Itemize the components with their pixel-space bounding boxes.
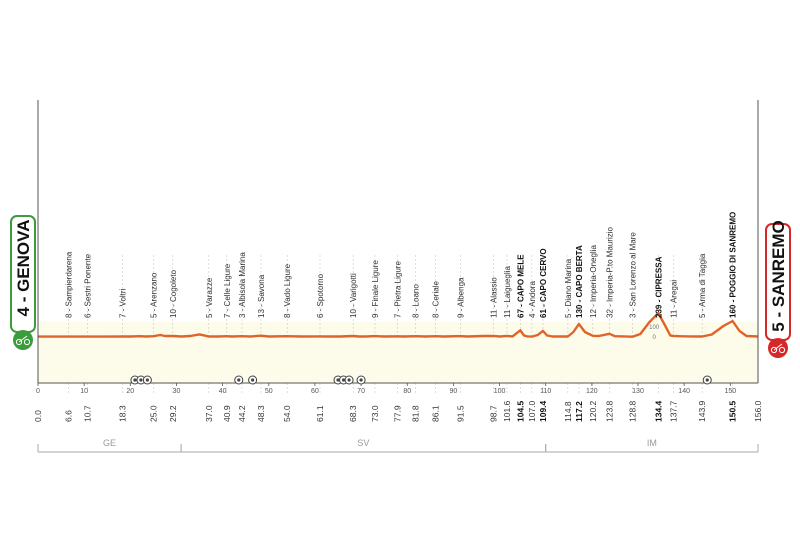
waypoint-label: 10 - Cogoleto bbox=[168, 269, 178, 318]
x-tick-label: 100 bbox=[493, 388, 506, 395]
waypoint-label: 11 - Aregai bbox=[669, 279, 679, 318]
x-tick-label: 20 bbox=[126, 388, 135, 395]
x-tick-label: 40 bbox=[218, 388, 227, 395]
bike-marker-dot bbox=[251, 378, 254, 381]
waypoint-label: 13 - Savona bbox=[256, 274, 266, 318]
region-label: SV bbox=[357, 438, 370, 448]
waypoint-km-label: 6.6 bbox=[63, 410, 74, 422]
x-tick-label: 110 bbox=[540, 388, 552, 395]
start-badge bbox=[11, 216, 35, 350]
x-tick-label: 0 bbox=[36, 388, 40, 395]
waypoint-label: 9 - Finale Ligure bbox=[370, 260, 380, 318]
waypoint-km-label: 123.8 bbox=[604, 400, 615, 422]
waypoint-label: 8 - Sampierdarena bbox=[64, 251, 74, 318]
waypoint-km-label: 61.1 bbox=[315, 405, 325, 422]
waypoint-km-label: 143.9 bbox=[697, 400, 708, 422]
x-tick-label: 90 bbox=[449, 388, 458, 395]
waypoint-label: 11 - Laigueglia bbox=[502, 266, 512, 318]
waypoint-label: 10 - Varigotti bbox=[349, 273, 359, 318]
start-city-label: 4 - GENOVA bbox=[14, 219, 33, 317]
bike-marker-dot bbox=[139, 378, 142, 381]
waypoint-label: 160 - POGGIO DI SANREMO bbox=[728, 211, 738, 318]
bike-marker-dot bbox=[359, 378, 362, 381]
waypoint-km-label: 81.8 bbox=[410, 405, 421, 422]
waypoint-km-label: 128.8 bbox=[627, 400, 638, 422]
waypoint-label: 5 - Arma di Taggia bbox=[698, 253, 708, 318]
waypoint-label: 7 - Voltri bbox=[118, 288, 128, 318]
finish-bike-icon bbox=[768, 338, 788, 358]
waypoint-labels bbox=[33, 212, 763, 422]
waypoint-km-label: 0.0 bbox=[33, 410, 43, 422]
sprint-marker-dot bbox=[706, 378, 709, 381]
region-label: GE bbox=[103, 438, 117, 448]
waypoint-label: 7 - Pietra Ligure bbox=[393, 261, 403, 318]
x-tick-label: 130 bbox=[632, 388, 644, 395]
waypoint-km-label: 156.0 bbox=[753, 400, 763, 422]
x-tick-label: 80 bbox=[403, 388, 412, 395]
waypoint-label: 8 - Ceriale bbox=[431, 281, 441, 318]
waypoint-km-label: 40.9 bbox=[221, 405, 232, 422]
finish-badge bbox=[766, 220, 790, 358]
bike-marker-dot bbox=[146, 378, 149, 381]
waypoint-label: 5 - Arenzano bbox=[149, 272, 159, 318]
waypoint-km-label: 25.0 bbox=[148, 405, 159, 422]
waypoint-label: 6 - Sestri Ponente bbox=[83, 253, 93, 318]
x-tick-label: 10 bbox=[80, 388, 89, 395]
region-label: IM bbox=[646, 438, 657, 448]
waypoint-km-label: 29.2 bbox=[167, 405, 178, 422]
waypoint-km-label: 54.0 bbox=[282, 405, 293, 422]
region-bar bbox=[38, 438, 758, 452]
bike-marker-dot bbox=[237, 378, 240, 381]
waypoint-km-label: 48.3 bbox=[255, 405, 266, 422]
waypoint-km-label: 120.2 bbox=[587, 400, 598, 422]
x-tick-label: 70 bbox=[357, 388, 365, 395]
waypoint-km-label: 37.0 bbox=[203, 405, 214, 422]
x-tick-label: 120 bbox=[586, 388, 598, 395]
waypoint-label: 7 - Celle Ligure bbox=[222, 263, 232, 318]
waypoint-label: 5 - Varazze bbox=[204, 277, 214, 318]
waypoint-km-label: 86.1 bbox=[430, 405, 441, 422]
x-tick-label: 50 bbox=[264, 388, 273, 395]
bike-marker-dot bbox=[347, 378, 350, 381]
waypoint-label: 6 - Spotorno bbox=[316, 273, 325, 318]
waypoint-km-label: 117.2 bbox=[573, 401, 584, 422]
waypoint-km-label: 104.5 bbox=[515, 400, 526, 422]
waypoint-km-label: 77.9 bbox=[392, 405, 403, 422]
bike-marker-dot bbox=[133, 378, 136, 381]
waypoint-km-label: 150.5 bbox=[727, 400, 738, 422]
waypoint-km-label: 44.2 bbox=[237, 405, 247, 422]
waypoint-km-label: 137.7 bbox=[668, 400, 679, 422]
waypoint-label: 11 - Alassio bbox=[489, 277, 499, 318]
waypoint-label: 130 - CAPO BERTA bbox=[574, 245, 584, 318]
waypoint-km-label: 101.6 bbox=[501, 400, 512, 422]
waypoint-label: 3 - Albisola Marina bbox=[238, 252, 247, 318]
waypoint-km-label: 68.3 bbox=[348, 405, 359, 422]
waypoint-km-label: 109.4 bbox=[537, 400, 548, 422]
altitude-tick-label: 0 bbox=[652, 335, 656, 341]
waypoint-label: 4 - Andora bbox=[527, 281, 537, 318]
x-tick-label: 30 bbox=[172, 388, 181, 395]
waypoint-label: 12 - Imperia-Oneglia bbox=[588, 245, 598, 318]
waypoint-label: 8 - Vado Ligure bbox=[283, 263, 293, 318]
waypoint-km-label: 114.8 bbox=[562, 401, 573, 422]
waypoint-label: 239 - CIPRESSA bbox=[654, 256, 664, 318]
waypoint-label: 32 - Imperia-P.to Maurizio bbox=[605, 227, 615, 318]
waypoint-km-label: 98.7 bbox=[488, 405, 499, 422]
waypoint-km-label: 10.7 bbox=[82, 405, 93, 422]
altitude-tick-label: 100 bbox=[649, 325, 660, 331]
waypoint-label: 67 - CAPO MELE bbox=[516, 254, 526, 318]
waypoint-label: 9 - Albenga bbox=[456, 277, 466, 318]
waypoint-km-label: 107.0 bbox=[526, 400, 537, 422]
waypoint-km-label: 134.4 bbox=[653, 400, 664, 422]
waypoint-km-label: 18.3 bbox=[117, 405, 128, 422]
waypoint-label: 5 - Diano Marina bbox=[563, 258, 573, 318]
start-bike-icon bbox=[13, 330, 33, 350]
x-tick-label: 140 bbox=[678, 388, 690, 395]
waypoint-label: 8 - Loano bbox=[411, 284, 421, 318]
waypoint-km-label: 91.5 bbox=[455, 405, 466, 422]
finish-city-label: 5 - SANREMO bbox=[769, 220, 788, 332]
waypoint-label: 3 - San Lorenzo al Mare bbox=[628, 232, 638, 318]
x-tick-label: 60 bbox=[311, 388, 319, 395]
waypoint-label: 61 - CAPO CERVO bbox=[538, 248, 548, 318]
x-tick-label: 150 bbox=[724, 388, 737, 395]
waypoint-km-label: 73.0 bbox=[369, 405, 380, 422]
